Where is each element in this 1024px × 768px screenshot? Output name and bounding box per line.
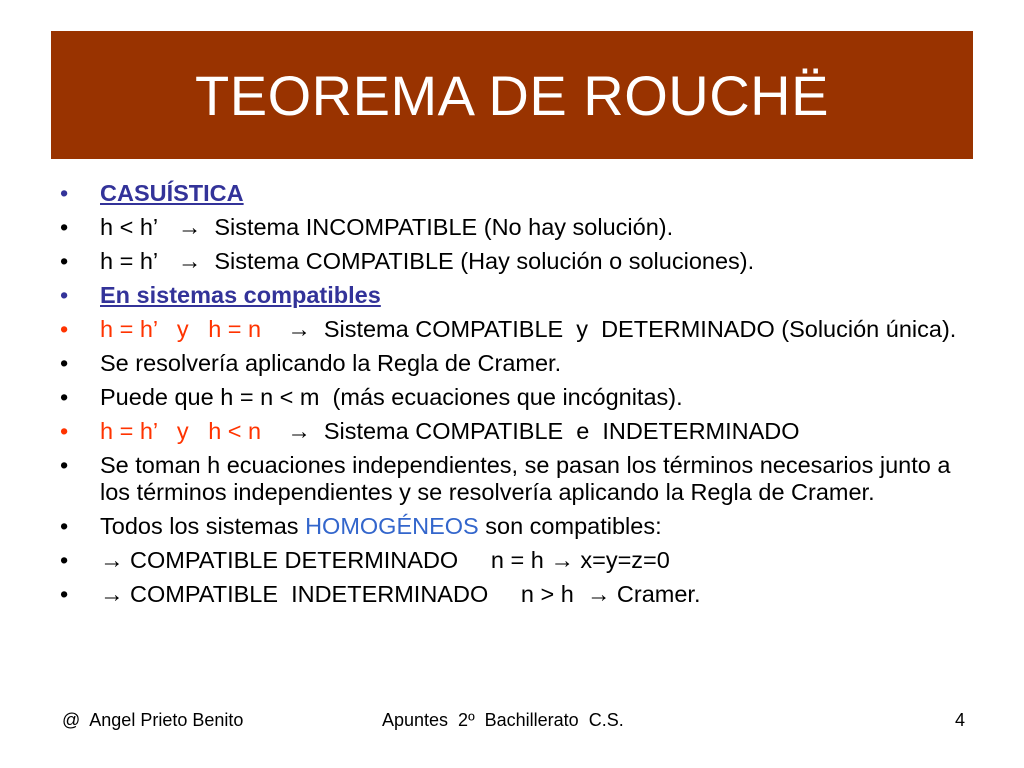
arrow-icon: → — [177, 248, 202, 274]
list-item — [60, 214, 960, 241]
bullet-dot: • — [60, 350, 69, 376]
bullet-dot: • — [60, 547, 69, 573]
bullet-dot: • — [60, 384, 69, 410]
bullet-dot: • — [60, 513, 69, 539]
result-text: Sistema COMPATIBLE e INDETERMINADO — [323, 418, 800, 444]
bullet-dot: • — [60, 418, 69, 444]
list-item — [60, 316, 960, 343]
item-text: Cramer. — [616, 581, 701, 607]
list-item — [60, 384, 960, 411]
list-item — [60, 248, 960, 275]
item-text: Se resolvería aplicando la Regla de Cramer. — [100, 350, 562, 376]
arrow-icon: → — [586, 581, 611, 607]
result-text: Sistema COMPATIBLE y DETERMINADO (Solución única). — [323, 316, 957, 342]
condition-text: h = h’ — [100, 248, 159, 274]
list-item — [60, 350, 960, 377]
footer-author: @ Angel Prieto Benito — [62, 710, 244, 730]
item-text: Se toman h ecuaciones independientes, se pasan los términos necesarios junto a los términos independientes y se resolvería aplicando la Regla de Cramer. — [100, 452, 951, 505]
item-text: x=y=z=0 — [580, 547, 670, 573]
bullet-list — [60, 180, 960, 615]
bullet-dot: • — [60, 581, 69, 607]
bullet-dot: • — [60, 316, 69, 342]
arrow-icon: → — [177, 214, 202, 240]
list-item — [60, 581, 960, 608]
item-text: n > h — [520, 581, 574, 607]
item-text: Puede que h = n < m (más ecuaciones que incógnitas). — [100, 384, 683, 410]
arrow-icon: → — [100, 581, 124, 607]
item-text: son compatibles: — [478, 513, 662, 539]
item-text: COMPATIBLE DETERMINADO — [130, 547, 459, 573]
section-heading-compatibles: En sistemas compatibles — [100, 282, 381, 308]
item-text: COMPATIBLE INDETERMINADO — [130, 581, 489, 607]
arrow-icon: → — [100, 547, 124, 573]
list-item — [60, 513, 960, 540]
bullet-dot: • — [60, 248, 69, 274]
highlight-text: HOMOGÉNEOS — [305, 513, 479, 539]
bullet-dot: • — [60, 180, 69, 206]
arrow-icon: → — [287, 418, 311, 444]
bullet-dot: • — [60, 214, 69, 240]
list-item — [60, 547, 960, 574]
list-item — [60, 282, 960, 309]
condition-text: h < h’ — [100, 214, 159, 240]
list-item — [60, 418, 960, 445]
footer-course: Apuntes 2º Bachillerato C.S. — [382, 710, 624, 730]
bullet-dot: • — [60, 452, 69, 478]
arrow-icon: → — [287, 316, 311, 342]
list-item — [60, 452, 960, 506]
title-bar — [51, 31, 973, 159]
result-text: Sistema COMPATIBLE (Hay solución o soluciones). — [214, 248, 755, 274]
footer-page-number: 4 — [954, 710, 965, 730]
bullet-dot: • — [60, 282, 69, 308]
condition-text: h = h’ y h = n — [100, 316, 262, 342]
result-text: Sistema INCOMPATIBLE (No hay solución). — [214, 214, 674, 240]
item-text: Todos los sistemas — [100, 513, 306, 539]
arrow-icon: → — [550, 547, 574, 573]
item-text: n = h — [490, 547, 544, 573]
section-heading-casuistica: CASUÍSTICA — [100, 180, 244, 206]
slide-title: TEOREMA DE ROUCHË — [195, 63, 829, 127]
list-item — [60, 180, 960, 207]
condition-text: h = h’ y h < n — [100, 418, 262, 444]
